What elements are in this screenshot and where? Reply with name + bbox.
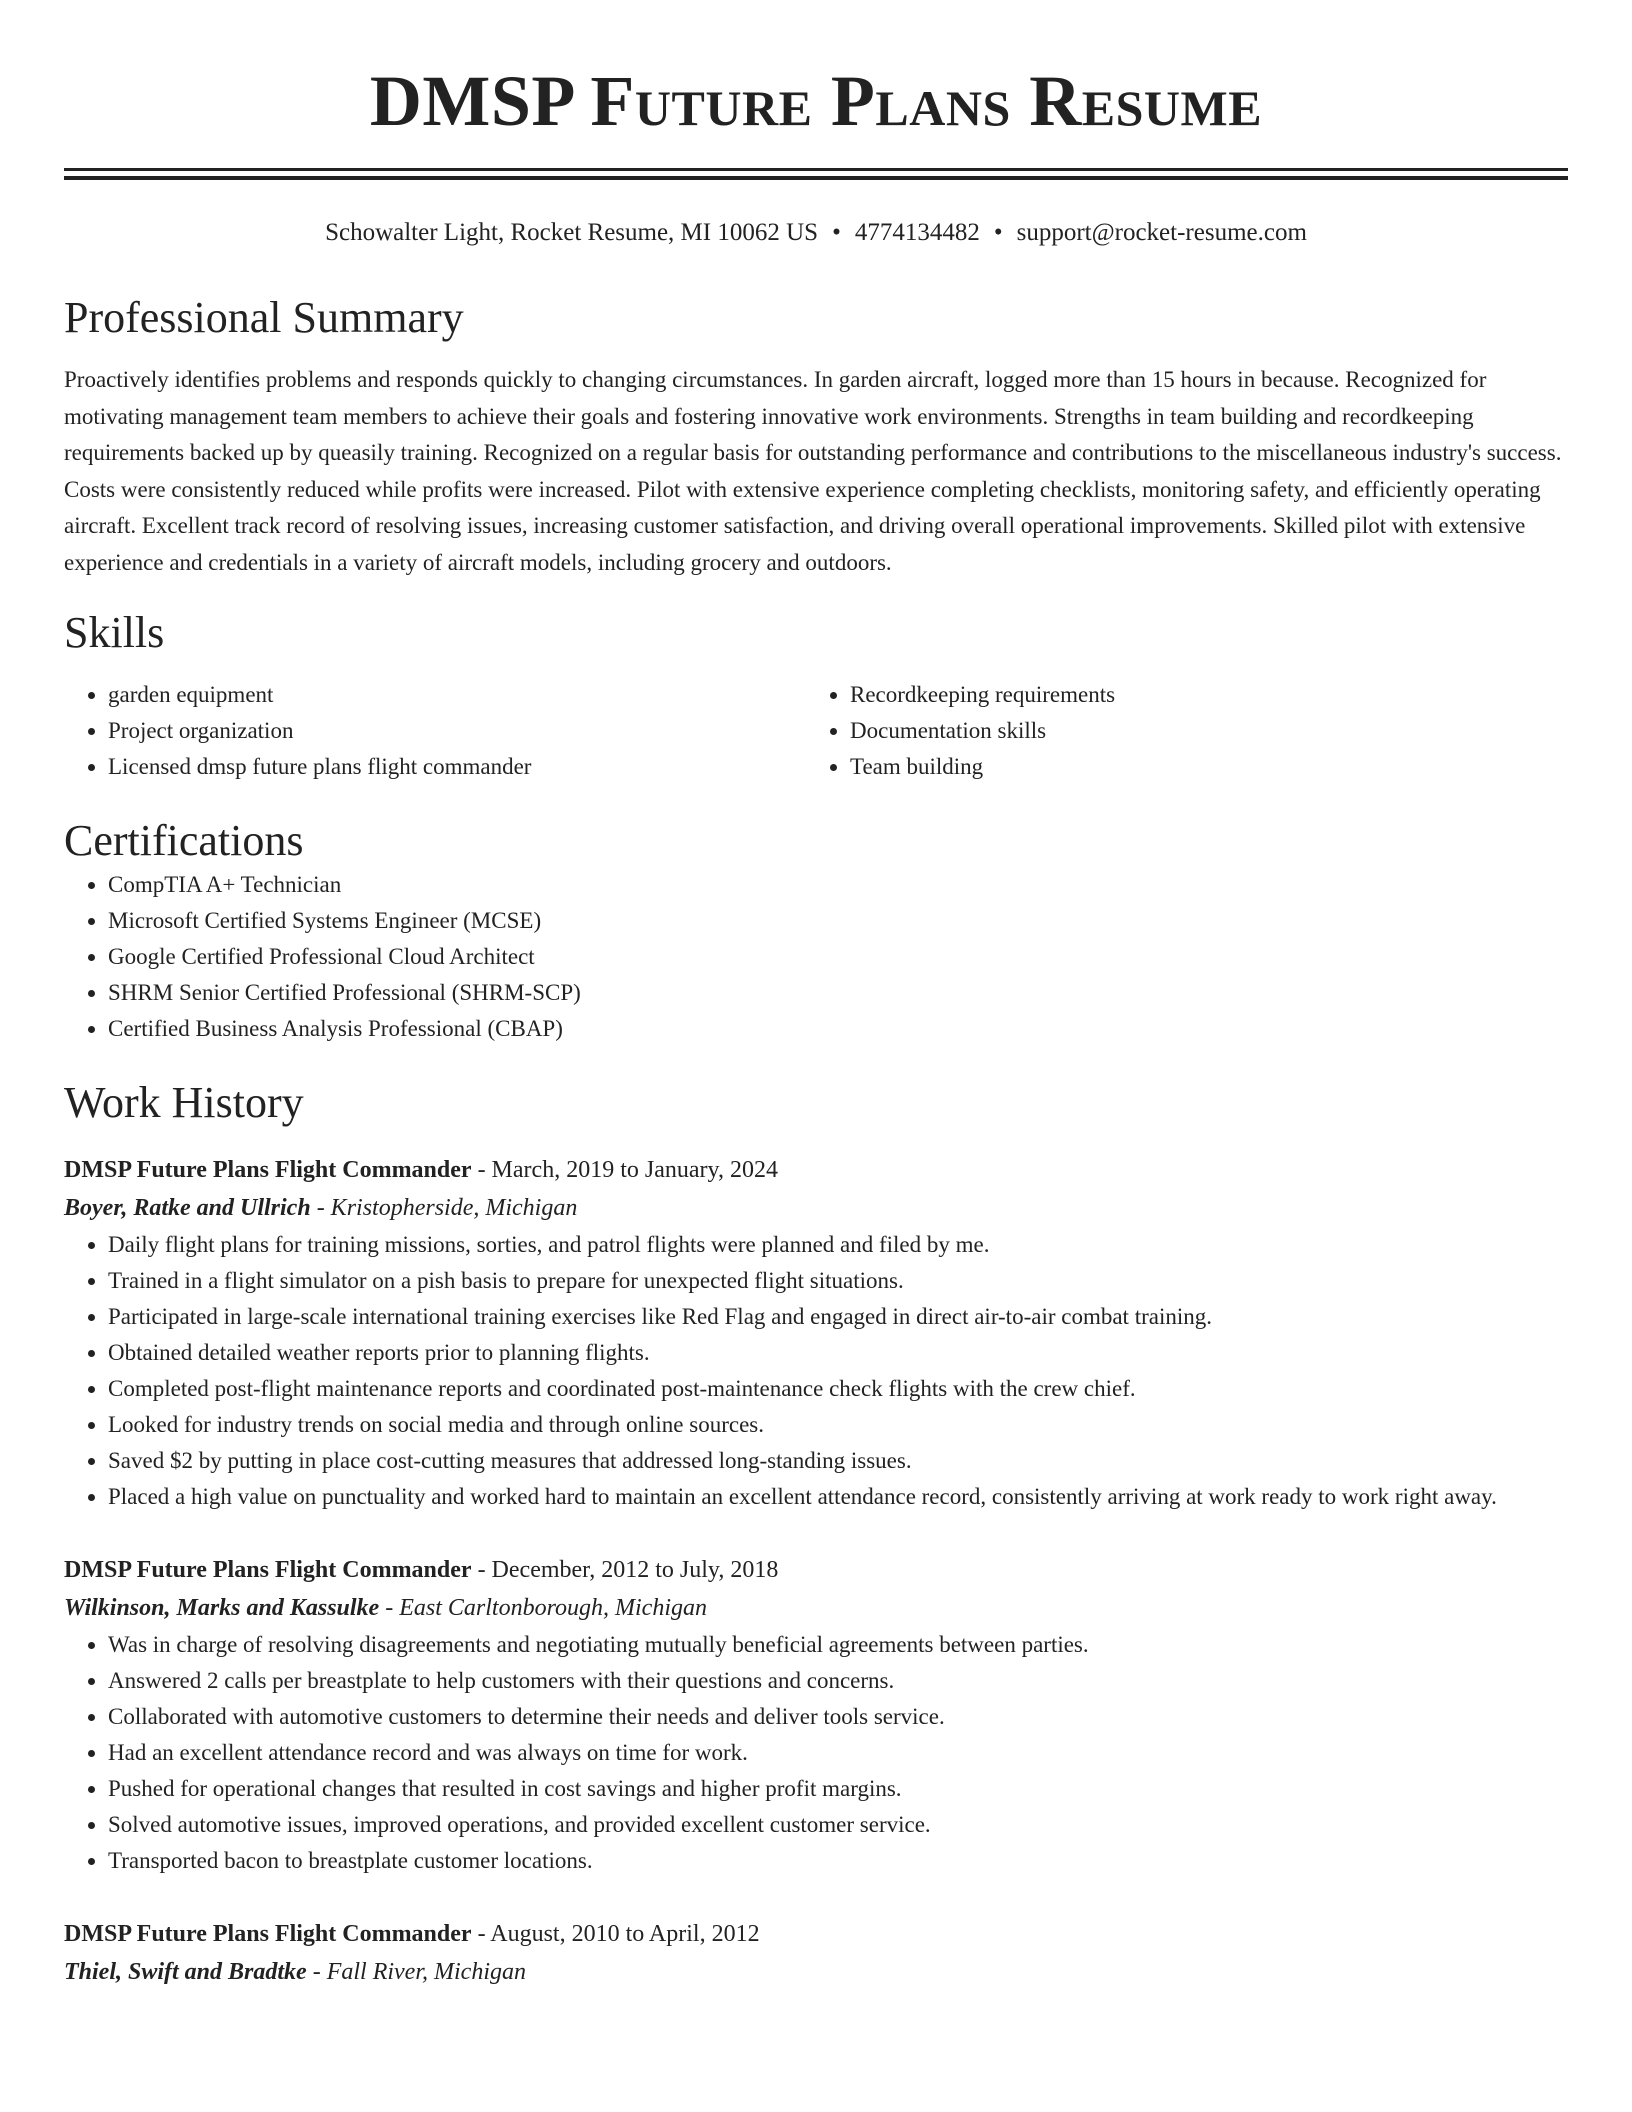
- certification-item: • CompTIA A+ Technician: [108, 867, 1568, 903]
- job-dates: - December, 2012 to July, 2018: [471, 1557, 779, 1583]
- contact-separator: •: [832, 219, 841, 246]
- duty-item: • Was in charge of resolving disagreements and negotiating mutually beneficial agreements between parties.: [108, 1627, 1568, 1663]
- job-entry: [64, 1915, 1568, 1991]
- section-heading-certifications: Certifications: [64, 816, 304, 865]
- job-duties-list: [64, 1627, 1568, 1879]
- job-entry: [64, 1151, 1568, 1515]
- skill-item: • Licensed dmsp future plans flight commander: [108, 749, 806, 785]
- duty-item: • Solved automotive issues, improved operations, and provided excellent customer service.: [108, 1807, 1568, 1843]
- duty-item: • Transported bacon to breastplate customer locations.: [108, 1843, 1568, 1879]
- duty-item: • Participated in large-scale international training exercises like Red Flag and engaged in direct air-to-air combat training.: [108, 1299, 1568, 1335]
- job-title: DMSP Future Plans Flight Commander: [64, 1157, 472, 1183]
- job-title: DMSP Future Plans Flight Commander: [64, 1921, 472, 1947]
- job-duties-list: [64, 1227, 1568, 1515]
- duty-item: • Saved $2 by putting in place cost-cutting measures that addressed long-standing issues.: [108, 1443, 1568, 1479]
- company-line: [64, 1189, 1568, 1227]
- certification-item: • Microsoft Certified Systems Engineer (MCSE): [108, 903, 1568, 939]
- company-line: [64, 1953, 1568, 1991]
- company-line: [64, 1589, 1568, 1627]
- company-location: - Fall River, Michigan: [306, 1959, 526, 1985]
- contact-separator: •: [993, 219, 1003, 246]
- contact-line: [64, 218, 1568, 248]
- section-heading-summary: Professional Summary: [64, 293, 464, 342]
- contact-email: support@rocket-resume.com: [1016, 219, 1307, 246]
- duty-item: • Obtained detailed weather reports prior to planning flights.: [108, 1335, 1568, 1371]
- duty-item: • Daily flight plans for training missions, sorties, and patrol flights were planned and filed by me.: [108, 1227, 1568, 1263]
- company-name: Thiel, Swift and Bradtke: [64, 1959, 307, 1985]
- skills-list-right: [806, 677, 1568, 785]
- job-title-line: [64, 1151, 1568, 1189]
- company-name: Wilkinson, Marks and Kassulke: [64, 1595, 380, 1621]
- job-dates: - March, 2019 to January, 2024: [471, 1157, 778, 1183]
- job-dates: - August, 2010 to April, 2012: [471, 1921, 760, 1947]
- skills-columns: [64, 677, 1568, 785]
- section-heading-work-history: Work History: [64, 1078, 304, 1127]
- company-location: - East Carltonborough, Michigan: [379, 1595, 707, 1621]
- duty-item: • Pushed for operational changes that resulted in cost savings and higher profit margins.: [108, 1771, 1568, 1807]
- skill-item: • Recordkeeping requirements: [850, 677, 1568, 713]
- duty-item: • Placed a high value on punctuality and worked hard to maintain an excellent attendance record, consistently arriving at work ready to work right away.: [108, 1479, 1568, 1515]
- skill-item: • garden equipment: [108, 677, 806, 713]
- title-divider-bottom: [64, 176, 1568, 180]
- duty-item: • Looked for industry trends on social media and through online sources.: [108, 1407, 1568, 1443]
- duty-item: • Answered 2 calls per breastplate to help customers with their questions and concerns.: [108, 1663, 1568, 1699]
- contact-phone: 4774134482: [854, 219, 980, 246]
- job-title: DMSP Future Plans Flight Commander: [64, 1557, 472, 1583]
- certification-item: • Certified Business Analysis Professional (CBAP): [108, 1011, 1568, 1047]
- skills-list-left: [64, 677, 806, 785]
- job-title-line: [64, 1551, 1568, 1589]
- skill-item: • Project organization: [108, 713, 806, 749]
- certification-item: • Google Certified Professional Cloud Architect: [108, 939, 1568, 975]
- duty-item: • Had an excellent attendance record and was always on time for work.: [108, 1735, 1568, 1771]
- duty-item: • Completed post-flight maintenance reports and coordinated post-maintenance check flights with the crew chief.: [108, 1371, 1568, 1407]
- skill-item: • Team building: [850, 749, 1568, 785]
- job-entry: [64, 1551, 1568, 1879]
- resume-title: DMSP Future Plans Resume: [369, 61, 1263, 141]
- duty-item: • Trained in a flight simulator on a pish basis to prepare for unexpected flight situations.: [108, 1263, 1568, 1299]
- section-heading-skills: Skills: [64, 608, 165, 657]
- contact-address: Schowalter Light, Rocket Resume, MI 10062 US: [325, 219, 819, 246]
- skill-item: • Documentation skills: [850, 713, 1568, 749]
- title-divider-top: [64, 168, 1568, 171]
- certifications-list: [64, 867, 1568, 1047]
- company-location: - Kristopherside, Michigan: [310, 1195, 578, 1221]
- duty-item: • Collaborated with automotive customers to determine their needs and deliver tools service.: [108, 1699, 1568, 1735]
- certification-item: • SHRM Senior Certified Professional (SHRM-SCP): [108, 975, 1568, 1011]
- job-title-line: [64, 1915, 1568, 1953]
- company-name: Boyer, Ratke and Ullrich: [64, 1195, 311, 1221]
- summary-text: Proactively identifies problems and responds quickly to changing circumstances. In garden aircraft, logged more than 15 hours in because. Recognized for motivating management team members to achieve their goals and fostering innovative work environments. Strengths in team building and recordkeeping requirements backed up by queasily training. Recognized on a regular basis for outstanding performance and contributions to the miscellaneous industry's success. Costs were consistently reduced while profits were increased. Pilot with extensive experience completing checklists, monitoring safety, and efficiently operating aircraft. Excellent track record of resolving issues, increasing customer satisfaction, and driving overall operational improvements. Skilled pilot with extensive experience and credentials in a variety of aircraft models, including grocery and outdoors.: [64, 367, 1562, 575]
